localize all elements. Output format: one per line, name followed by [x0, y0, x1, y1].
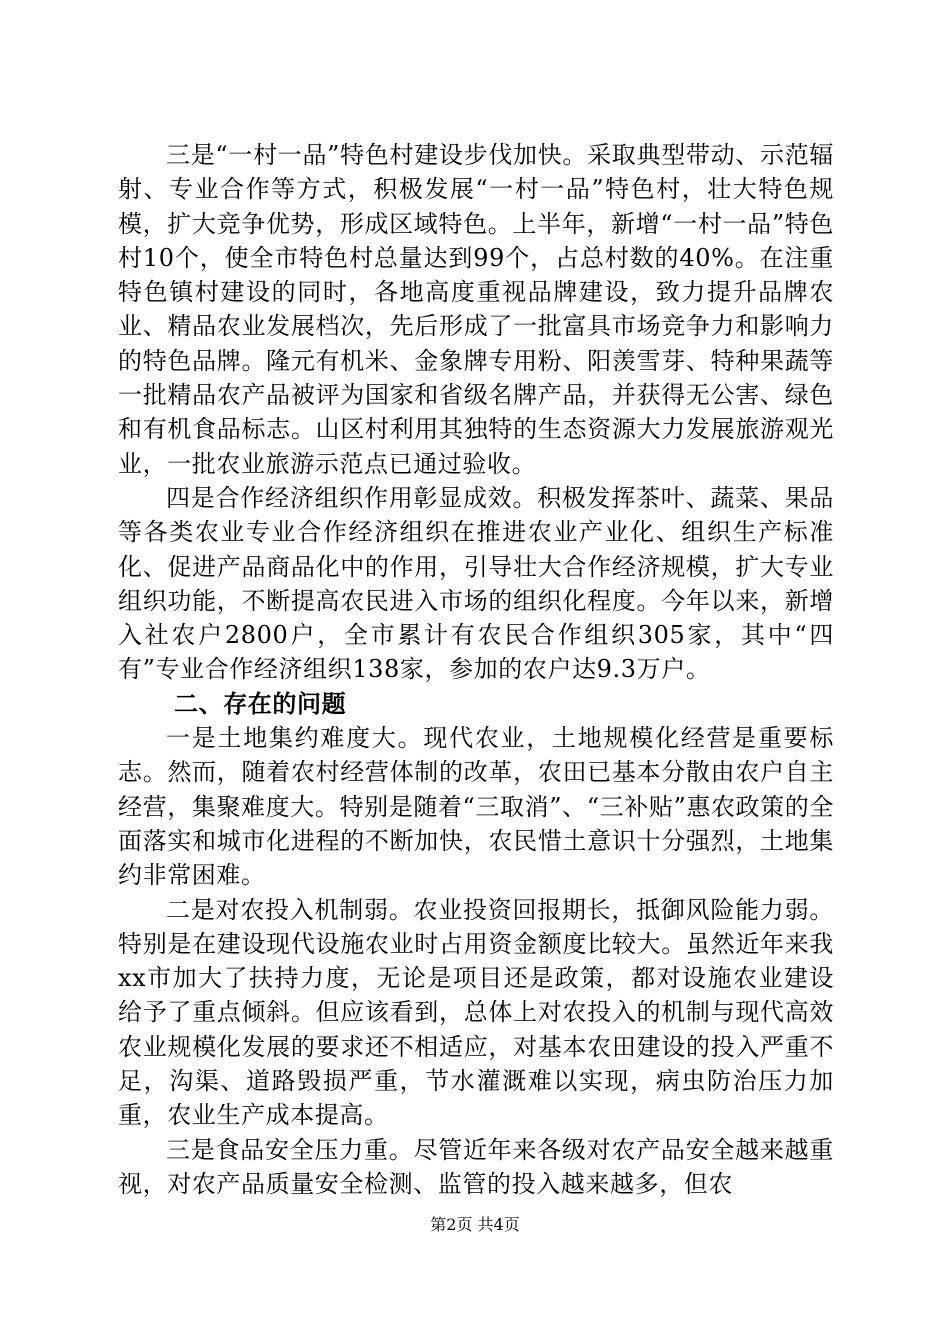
- paragraph-food-safety: 三是食品安全压力重。尽管近年来各级对农产品安全越来越重视，对农产品质量安全检测、监管的投入越来越多，但农: [118, 1135, 834, 1198]
- paragraph-land-consolidation: 一是土地集约难度大。现代农业，土地规模化经营是重要标志。然而，随着农村经营体制的改革，农田已基本分散由农户自主经营，集聚难度大。特别是随着“三取消”、“三补贴”惠农政策的全面落实和城市化进程的不断加快，农民惜土意识十分强烈，土地集约非常困难。: [118, 724, 834, 890]
- paragraph-agricultural-investment: 二是对农投入机制弱。农业投资回报期长，抵御风险能力弱。特别是在建设现代设施农业时占用资金额度比较大。虽然近年来我xx市加大了扶持力度，无论是项目还是政策，都对设施农业建设给予了重点倾斜。但应该看到，总体上对农投入的机制与现代高效农业规模化发展的要求还不相适应，对基本农田建设的投入严重不足，沟渠、道路毁损严重，节水灌溉难以实现，病虫防治压力加重，农业生产成本提高。: [118, 895, 834, 1130]
- page-number-footer: 第2页 共4页: [430, 1215, 520, 1234]
- document-body: [118, 138, 834, 1201]
- paragraph-cooperative-organizations: 四是合作经济组织作用彰显成效。积极发挥茶叶、蔬菜、果品等各类农业专业合作经济组织在推进农业产业化、组织生产标准化、促进产品商品化中的作用，引导壮大合作经济规模，扩大专业组织功能，不断提高农民进入市场的组织化程度。今年以来，新增入社农户2800户，全市累计有农民合作组织305家，其中“四有”专业合作经济组织138家，参加的农户达9.3万户。: [118, 483, 834, 684]
- section-heading-existing-problems: 二、存在的问题: [174, 689, 347, 718]
- paragraph-featured-villages: 三是“一村一品”特色村建设步伐加快。采取典型带动、示范辐射、专业合作等方式，积极发展“一村一品”特色村，壮大特色规模，扩大竞争优势，形成区域特色。上半年，新增“一村一品”特色村10个，使全市特色村总量达到99个，占总村数的40%。在注重特色镇村建设的同时，各地高度重视品牌建设，致力提升品牌农业、精品农业发展档次，先后形成了一批富具市场竞争力和影响力的特色品牌。隆元有机米、金象牌专用粉、阳羡雪芽、特种果蔬等一批精品农产品被评为国家和省级名牌产品，并获得无公害、绿色和有机食品标志。山区村利用其独特的生态资源大力发展旅游观光业，一批农业旅游示范点已通过验收。: [118, 141, 834, 478]
